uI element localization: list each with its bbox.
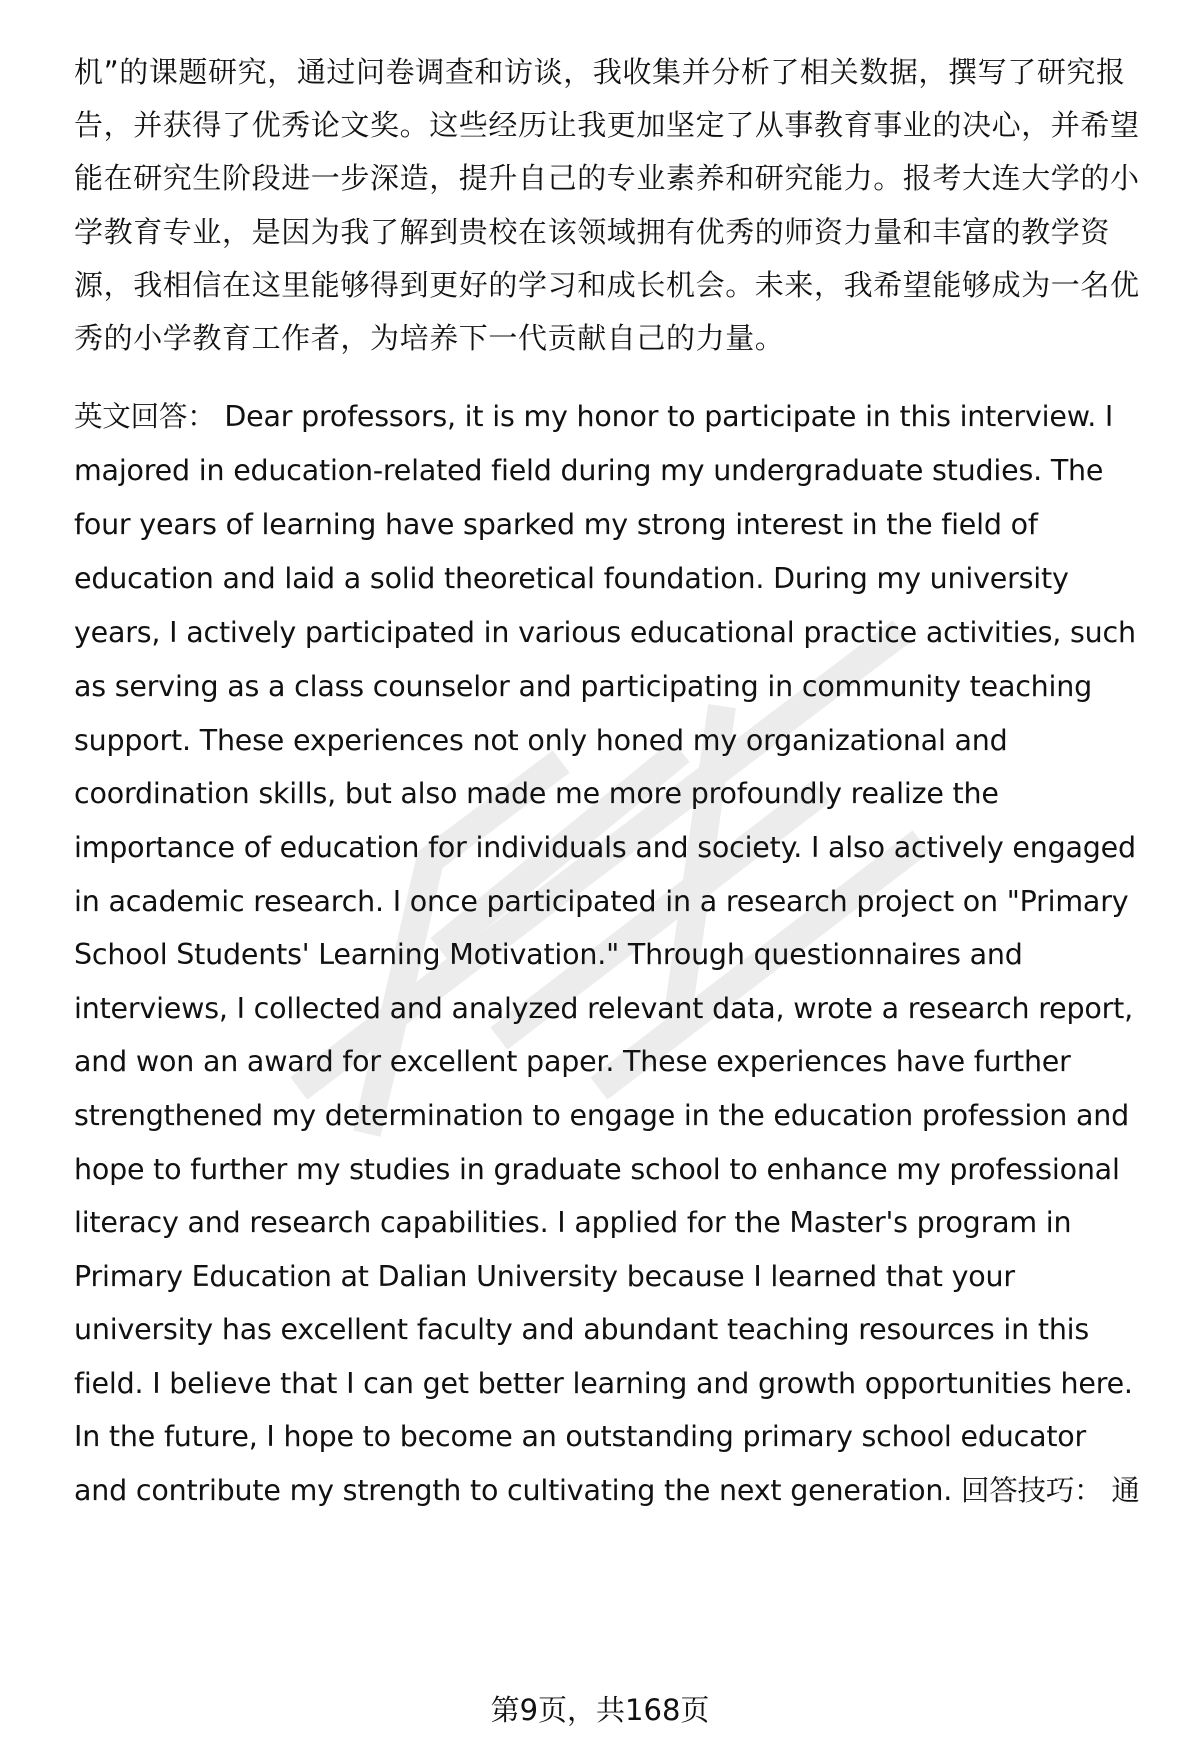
en-line-1: 英文回答： Dear professors, it is my honor to participate in this interview. I [74,400,1114,433]
en-line-10: in academic research. I once participated in a research project on "Primary [74,885,1129,918]
en-line-12: interviews, I collected and analyzed relevant data, wrote a research report, [74,992,1133,1025]
cn-line-5: 源，我相信在这里能够得到更好的学习和成长机会。未来，我希望能够成为一名优 [74,268,1140,302]
en-line-3: four years of learning have sparked my strong interest in the field of [74,508,1038,541]
en-line-18: university has excellent faculty and abundant teaching resources in this [74,1313,1090,1346]
page-number: 第9页，共168页 [490,1693,710,1727]
cn-line-6: 秀的小学教育工作者，为培养下一代贡献自己的力量。 [74,321,785,355]
cn-line-2: 告，并获得了优秀论文奖。这些经历让我更加坚定了从事教育事业的决心，并希望 [74,108,1140,142]
en-line-7: support. These experiences not only honed my organizational and [74,724,1008,757]
cn-line-4: 学教育专业，是因为我了解到贵校在该领域拥有优秀的师资力量和丰富的教学资 [74,215,1111,249]
en-line-20: In the future, I hope to become an outstanding primary school educator [74,1420,1087,1453]
en-line-5: years, I actively participated in various educational practice activities, such [74,616,1136,649]
en-line-15: hope to further my studies in graduate school to enhance my professional [74,1153,1120,1186]
en-line-11: School Students' Learning Motivation." Through questionnaires and [74,938,1023,971]
en-line-21: and contribute my strength to cultivating the next generation. 回答技巧： 通 [74,1474,1140,1507]
cn-line-3: 能在研究生阶段进一步深造，提升自己的专业素养和研究能力。报考大连大学的小 [74,161,1140,195]
en-line-8: coordination skills, but also made me more profoundly realize the [74,777,999,810]
en-line-17: Primary Education at Dalian University because I learned that your [74,1260,1015,1293]
en-line-14: strengthened my determination to engage in the education profession and [74,1099,1130,1132]
cn-line-1: 机”的课题研究，通过问卷调查和访谈，我收集并分析了相关数据，撰写了研究报 [74,55,1126,89]
en-line-9: importance of education for individuals and society. I also actively engaged [74,831,1136,864]
en-line-19: field. I believe that I can get better learning and growth opportunities here. [74,1367,1133,1400]
en-line-4: education and laid a solid theoretical foundation. During my university [74,562,1069,595]
en-line-2: majored in education-related field during my undergraduate studies. The [74,454,1104,487]
en-line-13: and won an award for excellent paper. These experiences have further [74,1045,1071,1078]
en-line-16: literacy and research capabilities. I applied for the Master's program in [74,1206,1072,1239]
en-line-6: as serving as a class counselor and participating in community teaching [74,670,1093,703]
